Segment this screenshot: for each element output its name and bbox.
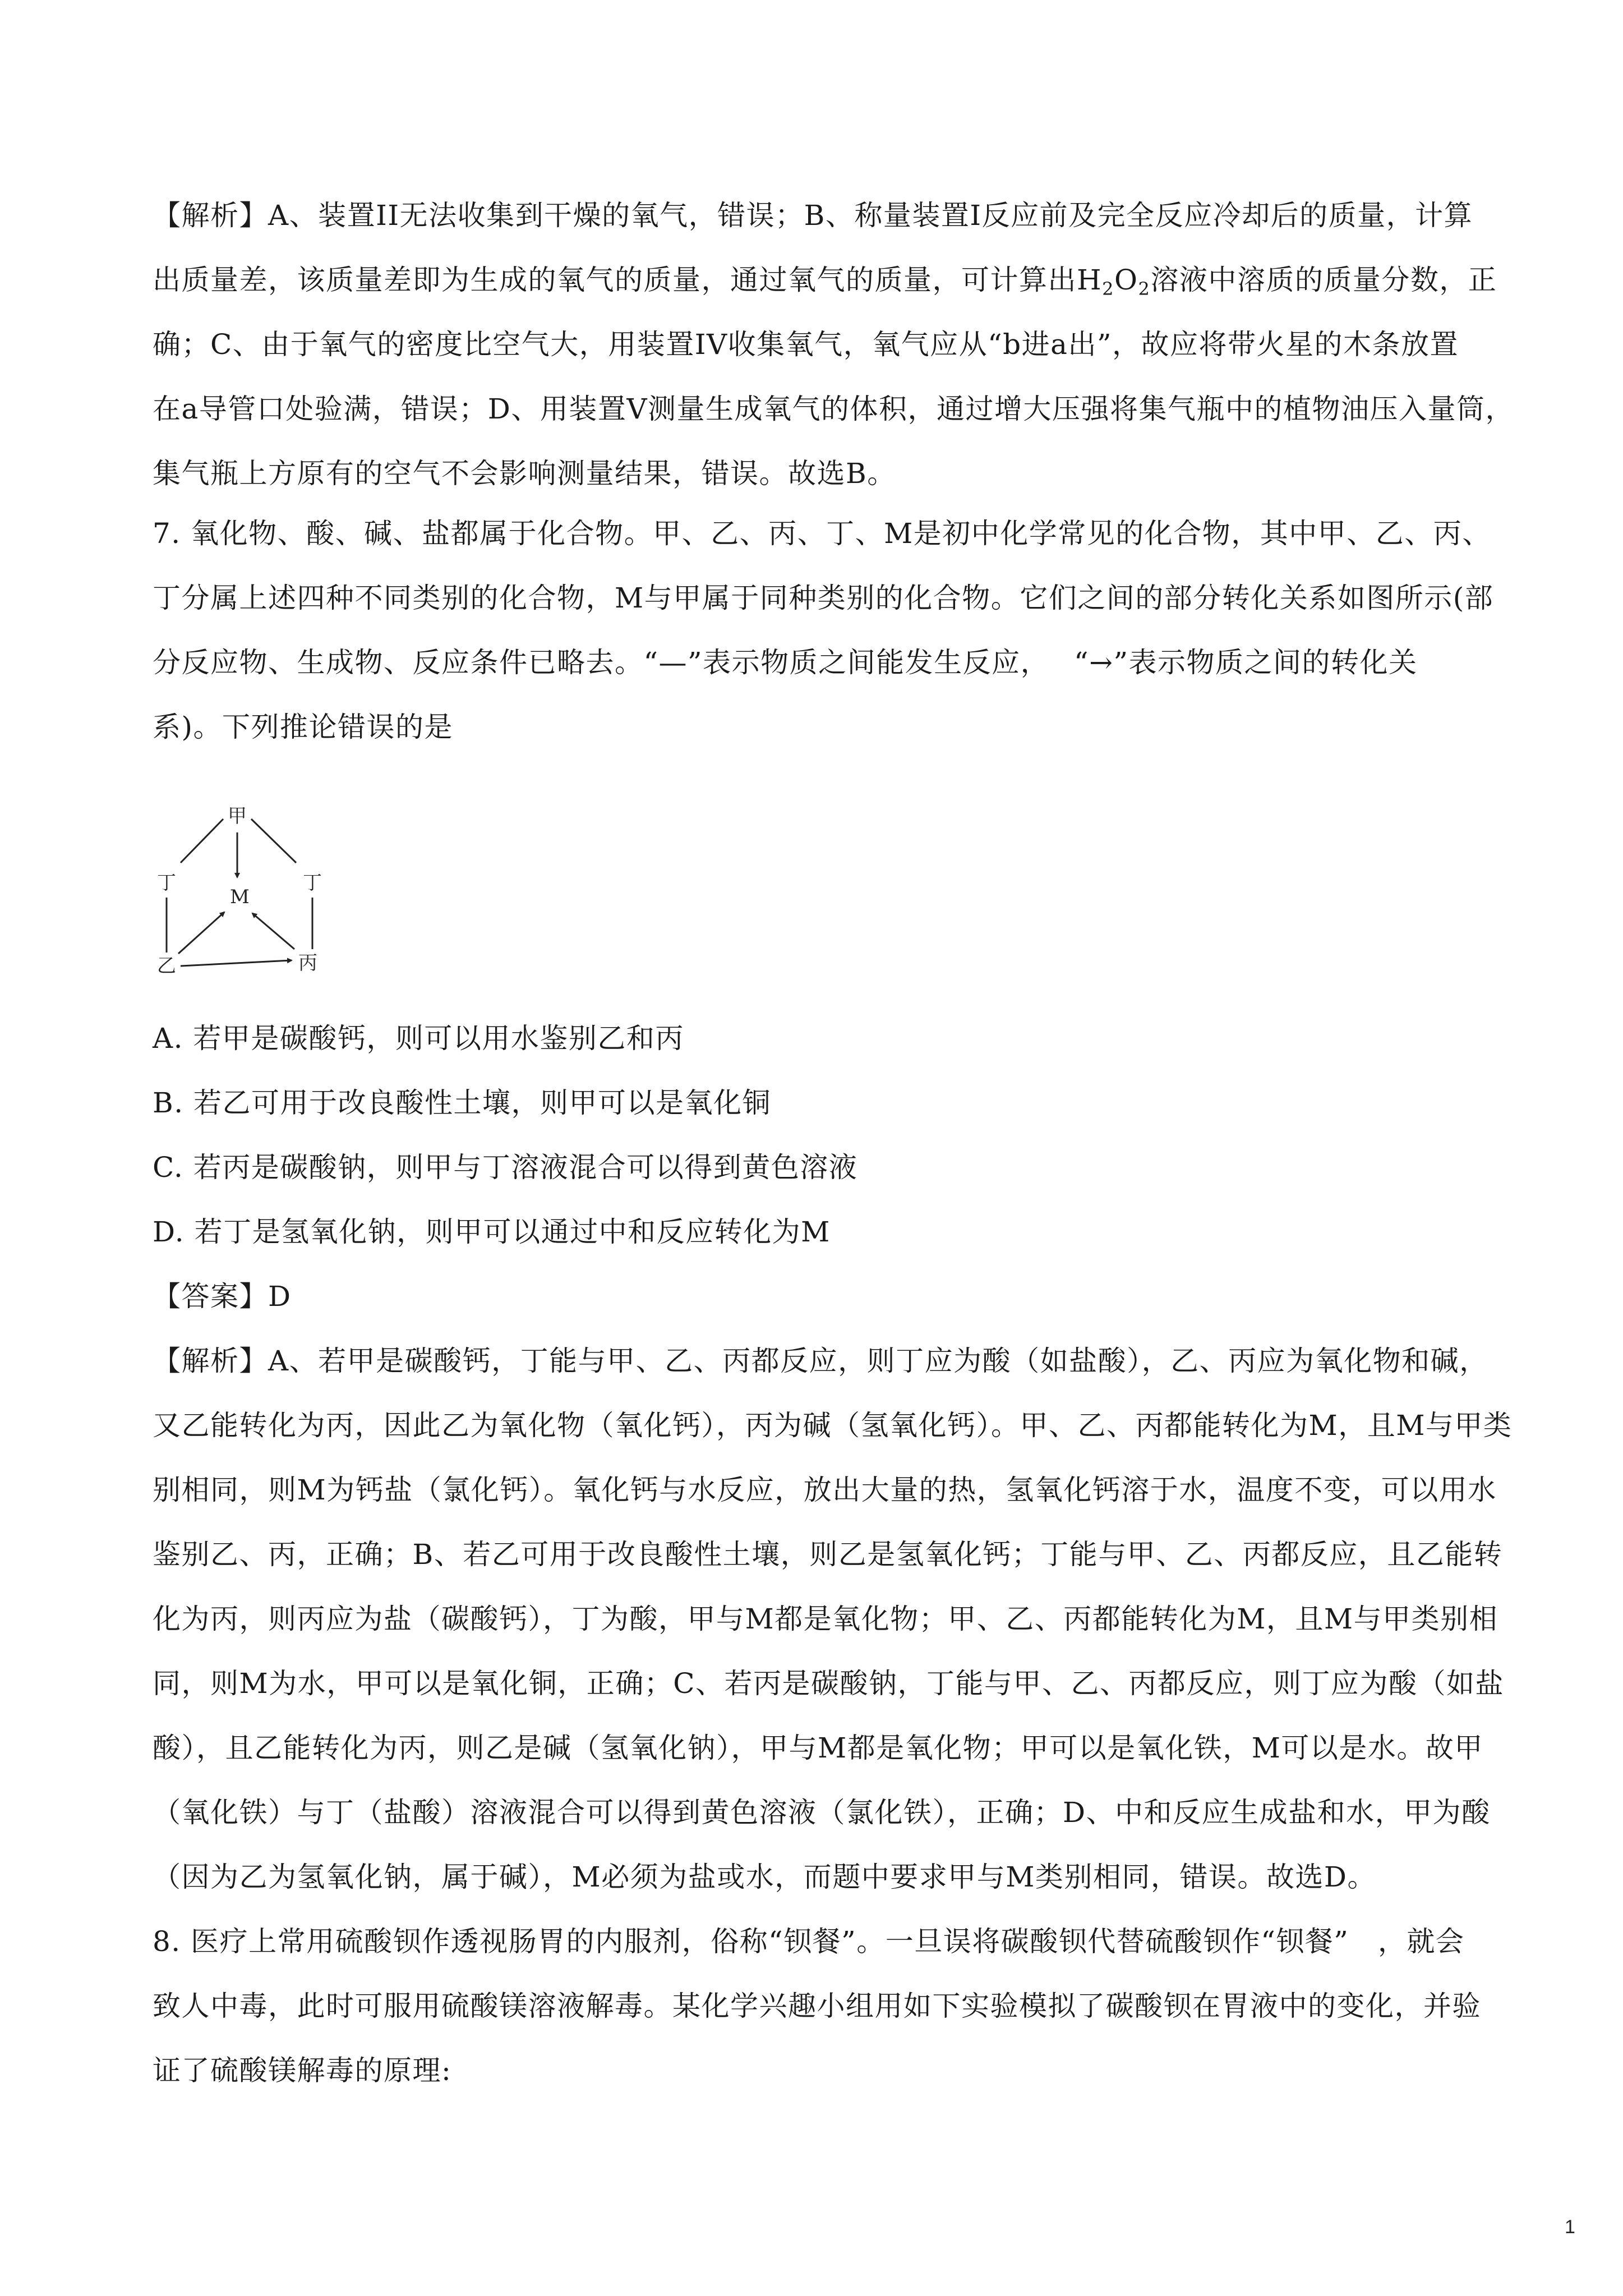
question-7-line-2: 丁分属上述四种不同类别的化合物，M与甲属于同种类别的化合物。它们之间的部分转化关系如图所示(部 bbox=[153, 582, 1494, 614]
question-8-line-2: 致人中毒，此时可服用硫酸镁溶液解毒。某化学兴趣小组用如下实验模拟了碳酸钡在胃液中的变化，并验 bbox=[153, 1990, 1481, 2022]
analysis-7-line-7: 酸），且乙能转化为丙，则乙是碱（氢氧化钠），甲与M都是氧化物；甲可以是氧化铁，M可以是水。故甲 bbox=[153, 1732, 1483, 1764]
analysis-7-line-1: 【解析】A、若甲是碳酸钙，丁能与甲、乙、丙都反应，则丁应为酸（如盐酸），乙、丙应为氧化物和碱， bbox=[153, 1345, 1488, 1377]
analysis-6-line-4: 在a导管口处验满，错误；D、用装置V测量生成氧气的体积，通过增大压强将集气瓶中的植物油压入量筒， bbox=[153, 393, 1515, 425]
option-c: C. 若丙是碳酸钠，则甲与丁溶液混合可以得到黄色溶液 bbox=[153, 1151, 858, 1184]
analysis-7-line-2: 又乙能转化为丙，因此乙为氧化物（氧化钙），丙为碱（氢氧化钙）。甲、乙、丙都能转化为M，且M与甲类 bbox=[153, 1409, 1513, 1442]
diagram-link-jia-ding-left bbox=[181, 819, 223, 863]
diagram-node-ding-right: 丁 bbox=[303, 872, 322, 894]
analysis-7-line-5: 化为丙，则丙应为盐（碳酸钙），丁为酸，甲与M都是氧化物；甲、乙、丙都能转化为M，且M与甲类别相 bbox=[153, 1603, 1498, 1635]
diagram-node-yi: 乙 bbox=[157, 955, 176, 977]
analysis-7-line-8: （氧化铁）与丁（盐酸）溶液混合可以得到黄色溶液（氯化铁），正确；D、中和反应生成盐和水，甲为酸 bbox=[153, 1796, 1491, 1829]
option-a: A. 若甲是碳酸钙，则可以用水鉴别乙和丙 bbox=[153, 1022, 684, 1055]
analysis-7-line-3: 别相同，则M为钙盐（氯化钙）。氧化钙与水反应，放出大量的热，氢氧化钙溶于水，温度不变，可以用水 bbox=[153, 1474, 1497, 1506]
diagram-arrow-yi-bing bbox=[181, 960, 292, 966]
question-8-line-1: 8. 医疗上常用硫酸钡作透视肠胃的内服剂，俗称“钡餐”。一旦误将碳酸钡代替硫酸钡作“钡餐” ，就会 bbox=[153, 1925, 1465, 1958]
analysis-7-line-4: 鉴别乙、丙，正确；B、若乙可用于改良酸性土壤，则乙是氢氧化钙；丁能与甲、乙、丙都反应，且乙能转 bbox=[153, 1538, 1503, 1571]
relationship-diagram bbox=[151, 802, 342, 987]
analysis-6-line-5: 集气瓶上方原有的空气不会影响测量结果，错误。故选B。 bbox=[153, 457, 896, 490]
analysis-6-line-3: 确；C、由于氧气的密度比空气大，用装置IV收集氧气，氧气应从“b进a出”，故应将带火星的木条放置 bbox=[153, 328, 1459, 361]
analysis-6-line-2: 出质量差，该质量差即为生成的氧气的质量，通过氧气的质量，可计算出$H_2O_2$溶液中溶质的质量分数，正 bbox=[153, 264, 1497, 300]
page-number: 1 bbox=[1565, 2216, 1575, 2238]
analysis-7-line-6: 同，则M为水，甲可以是氧化铜，正确；C、若丙是碳酸钠，丁能与甲、乙、丙都反应，则丁应为酸（如盐 bbox=[153, 1667, 1504, 1700]
option-d: D. 若丁是氢氧化钠，则甲可以通过中和反应转化为M bbox=[153, 1216, 831, 1248]
answer-7: 【答案】D bbox=[153, 1280, 292, 1313]
question-7-line-3: 分反应物、生成物、反应条件已略去。“—”表示物质之间能发生反应， “→”表示物质之间的转化关 bbox=[153, 646, 1418, 679]
question-7-line-4: 系)。下列推论错误的是 bbox=[153, 711, 454, 743]
diagram-link-jia-ding-right bbox=[251, 819, 296, 863]
diagram-arrow-bing-m bbox=[252, 913, 294, 949]
diagram-node-m: M bbox=[230, 886, 250, 908]
diagram-node-bing: 丙 bbox=[298, 952, 317, 974]
question-8-line-3: 证了硫酸镁解毒的原理: bbox=[153, 2054, 452, 2087]
diagram-node-ding-left: 丁 bbox=[157, 872, 176, 894]
analysis-6-line-1: 【解析】A、装置II无法收集到干燥的氧气，错误；B、称量装置I反应前及完全反应冷却后的质量，计算 bbox=[153, 199, 1473, 232]
diagram-arrow-yi-m bbox=[178, 912, 224, 954]
question-7-line-1: 7. 氧化物、酸、碱、盐都属于化合物。甲、乙、丙、丁、M是初中化学常见的化合物，其中甲、乙、丙、 bbox=[153, 517, 1491, 550]
diagram-node-jia: 甲 bbox=[228, 805, 247, 827]
option-b: B. 若乙可用于改良酸性土壤，则甲可以是氧化铜 bbox=[153, 1087, 772, 1119]
analysis-7-line-9: （因为乙为氢氧化钠，属于碱），M必须为盐或水，而题中要求甲与M类别相同，错误。故选D。 bbox=[153, 1861, 1376, 1893]
